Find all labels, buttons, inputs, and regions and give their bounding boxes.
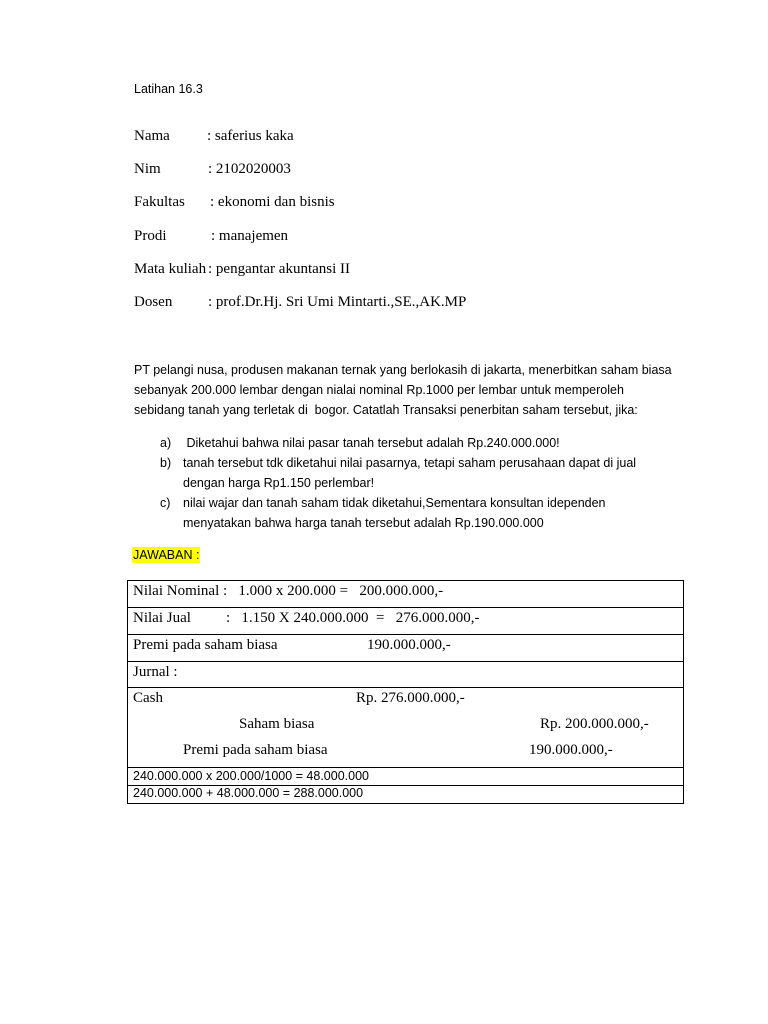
table-row <box>128 768 683 786</box>
jurnal-label: Jurnal : <box>133 664 178 680</box>
jual-value: : 1.150 X 240.000.000 = 276.000.000,- <box>226 610 480 626</box>
problem-line: sebidang tanah yang terletak di bogor. Catatlah Transaksi penerbitan saham tersebut, jika: <box>134 403 638 417</box>
calc-line-2: 240.000.000 + 48.000.000 = 288.000.000 <box>133 786 364 800</box>
identity-value: : prof.Dr.Hj. Sri Umi Mintarti.,SE.,AK.MP <box>208 294 467 310</box>
table-row <box>128 635 683 662</box>
table-row <box>128 662 683 688</box>
cash-value: Rp. 276.000.000,- <box>356 690 465 706</box>
calc-line-1: 240.000.000 x 200.000/1000 = 48.000.000 <box>133 769 369 783</box>
identity-label: Dosen <box>134 294 173 310</box>
identity-value: : manajemen <box>211 228 289 244</box>
list-item-text: dengan harga Rp1.150 perlembar! <box>183 476 375 490</box>
table-row <box>128 581 683 608</box>
identity-value: : 2102020003 <box>208 161 291 177</box>
table-row <box>128 608 683 635</box>
list-marker: b) <box>160 456 172 470</box>
identity-label: Mata kuliah <box>134 261 207 277</box>
page-heading: Latihan 16.3 <box>134 82 203 96</box>
list-marker: a) <box>160 436 172 450</box>
list-item-text: tanah tersebut tdk diketahui nilai pasarnya, tetapi saham perusahaan dapat di jual <box>183 456 637 470</box>
premi-label: Premi pada saham biasa <box>133 637 278 653</box>
saham-label: Saham biasa <box>239 716 315 732</box>
answer-table <box>127 580 684 804</box>
table-row <box>128 786 683 803</box>
premi2-label: Premi pada saham biasa <box>183 742 328 758</box>
problem-line: PT pelangi nusa, produsen makanan ternak yang berlokasih di jakarta, menerbitkan saham biasa <box>134 363 672 377</box>
cash-label: Cash <box>133 690 163 706</box>
premi-value: 190.000.000,- <box>367 637 451 653</box>
identity-row-fakultas <box>134 194 335 214</box>
identity-label: Fakultas <box>134 194 185 210</box>
identity-label: Nama <box>134 128 170 144</box>
identity-row-nim <box>134 161 291 181</box>
list-item-text: menyatakan bahwa harga tanah tersebut adalah Rp.190.000.000 <box>183 516 544 530</box>
identity-value: : ekonomi dan bisnis <box>210 194 335 210</box>
list-marker: c) <box>160 496 171 510</box>
journal-entry-row <box>128 688 683 768</box>
identity-label: Nim <box>134 161 161 177</box>
nominal-text: Nilai Nominal : 1.000 x 200.000 = 200.000.000,- <box>133 583 444 599</box>
answer-label: JAWABAN : <box>133 548 200 562</box>
premi2-value: 190.000.000,- <box>529 742 613 758</box>
identity-label: Prodi <box>134 228 167 244</box>
list-item-text: Diketahui bahwa nilai pasar tanah tersebut adalah Rp.240.000.000! <box>183 436 560 450</box>
jual-label: Nilai Jual <box>133 610 191 626</box>
identity-row-nama <box>134 128 294 148</box>
problem-line: sebanyak 200.000 lembar dengan nialai nominal Rp.1000 per lembar untuk memperoleh <box>134 383 624 397</box>
saham-value: Rp. 200.000.000,- <box>540 716 649 732</box>
list-item-text: nilai wajar dan tanah saham tidak diketahui,Sementara konsultan idependen <box>183 496 606 510</box>
identity-value: : pengantar akuntansi II <box>208 261 351 277</box>
identity-row-prodi <box>134 228 289 248</box>
identity-row-mata-kuliah <box>134 261 351 281</box>
identity-value: : saferius kaka <box>207 128 294 144</box>
identity-row-dosen <box>134 294 467 314</box>
